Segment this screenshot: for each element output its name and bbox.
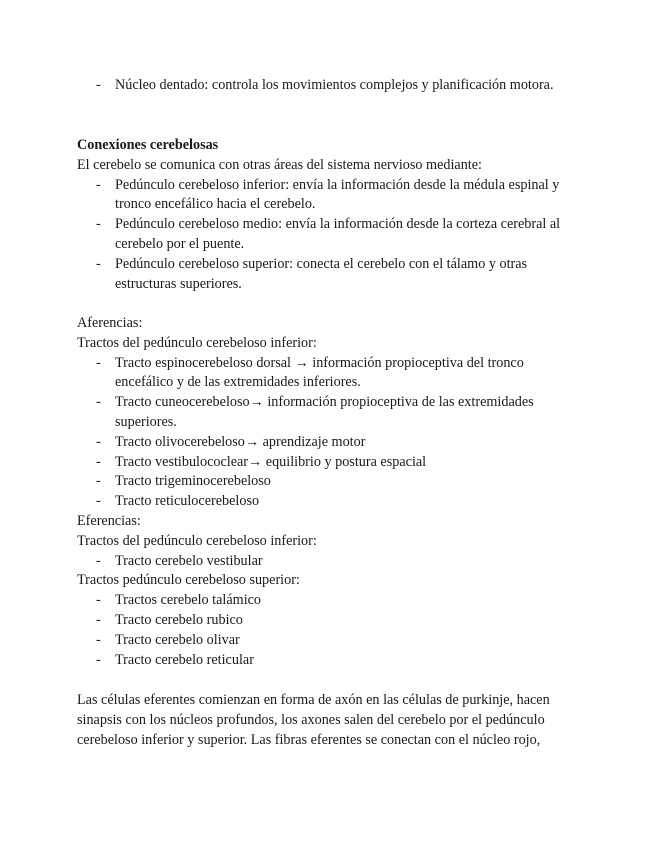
aferencias-subheading: Tractos del pedúnculo cerebeloso inferior: xyxy=(77,334,317,351)
list-item xyxy=(77,76,587,96)
top-bullet-list xyxy=(77,76,587,96)
list-item xyxy=(77,393,587,433)
list-marker: - xyxy=(96,552,101,569)
eferencias-inferior-list xyxy=(77,552,587,572)
list-marker: - xyxy=(96,631,101,648)
list-item-text: Tracto cerebelo reticular xyxy=(115,651,254,668)
list-marker: - xyxy=(96,611,101,628)
list-item-text: Pedúnculo cerebeloso inferior: envía la información desde la médula espinal y tronco encefálico hacia el cerebelo. xyxy=(115,176,560,213)
list-item-text: Tracto olivocerebeloso→ aprendizaje motor xyxy=(115,433,366,450)
list-item xyxy=(77,552,587,572)
list-item xyxy=(77,611,587,631)
list-item xyxy=(77,433,587,453)
list-item-text: Pedúnculo cerebeloso superior: conecta el cerebelo con el tálamo y otras estructuras superiores. xyxy=(115,255,528,292)
list-item-text: Tracto reticulocerebeloso xyxy=(115,493,260,510)
list-marker: - xyxy=(96,354,101,371)
section-heading: Conexiones cerebelosas xyxy=(77,137,219,153)
list-item-text: Tractos cerebelo talámico xyxy=(115,592,262,609)
list-marker: - xyxy=(96,651,101,668)
aferencias-list xyxy=(77,354,587,512)
list-marker: - xyxy=(96,176,101,193)
eferencias-section xyxy=(77,512,587,670)
list-item xyxy=(77,591,587,611)
list-item-text: Núcleo dentado: controla los movimientos complejos y planificación motora. xyxy=(115,77,554,93)
list-marker: - xyxy=(96,394,101,411)
list-item xyxy=(77,631,587,651)
list-item xyxy=(77,453,587,473)
list-item-text: Tracto cuneocerebeloso→ información propioceptiva de las extremidades superiores. xyxy=(115,394,534,430)
list-item xyxy=(77,354,587,394)
aferencias-section xyxy=(77,314,587,512)
aferencias-heading: Aferencias: xyxy=(77,315,143,331)
paragraph-line: sinapsis con los núcleos profundos, los axones salen del cerebelo por el pedúnculo xyxy=(77,711,545,728)
list-marker: - xyxy=(96,255,101,272)
top-list xyxy=(77,76,587,96)
list-item xyxy=(77,215,587,255)
list-item xyxy=(77,472,587,492)
list-marker: - xyxy=(96,216,101,233)
eferencias-heading: Eferencias: xyxy=(77,513,141,529)
closing-paragraph xyxy=(77,691,587,750)
list-item xyxy=(77,651,587,671)
eferencias-superior-list xyxy=(77,591,587,670)
list-item-text: Tracto espinocerebeloso dorsal → información propioceptiva del tronco encefálico y de las extremidades inferiores. xyxy=(115,354,524,391)
list-marker: - xyxy=(96,493,101,510)
list-marker: - xyxy=(96,433,101,450)
paragraph-line: Las células eferentes comienzan en forma de axón en las células de purkinje, hacen xyxy=(77,692,550,708)
list-item-text: Tracto cerebelo olivar xyxy=(115,631,240,648)
conexiones-list xyxy=(77,176,587,295)
eferencias-superior-heading: Tractos pedúnculo cerebeloso superior: xyxy=(77,572,300,589)
list-marker: - xyxy=(96,473,101,490)
list-item xyxy=(77,492,587,512)
list-item-text: Tracto cerebelo rubico xyxy=(115,611,243,628)
list-item-text: Tracto trigeminocerebeloso xyxy=(115,473,271,490)
list-marker: - xyxy=(96,592,101,609)
section-intro: El cerebelo se comunica con otras áreas del sistema nervioso mediante: xyxy=(77,156,482,173)
list-marker: - xyxy=(96,453,101,470)
list-item xyxy=(77,255,587,295)
list-item xyxy=(77,176,587,216)
list-item-text: Pedúnculo cerebeloso medio: envía la información desde la corteza cerebral al cerebelo por el puente. xyxy=(115,216,561,252)
eferencias-inferior-heading: Tractos del pedúnculo cerebeloso inferior: xyxy=(77,532,317,549)
list-marker: - xyxy=(96,77,101,93)
list-item-text: Tracto vestibulococlear→ equilibrio y postura espacial xyxy=(115,453,427,470)
paragraph-line: cerebeloso inferior y superior. Las fibras eferentes se conectan con el núcleo rojo, xyxy=(77,731,541,748)
list-item-text: Tracto cerebelo vestibular xyxy=(115,552,263,569)
conexiones-section xyxy=(77,136,587,294)
